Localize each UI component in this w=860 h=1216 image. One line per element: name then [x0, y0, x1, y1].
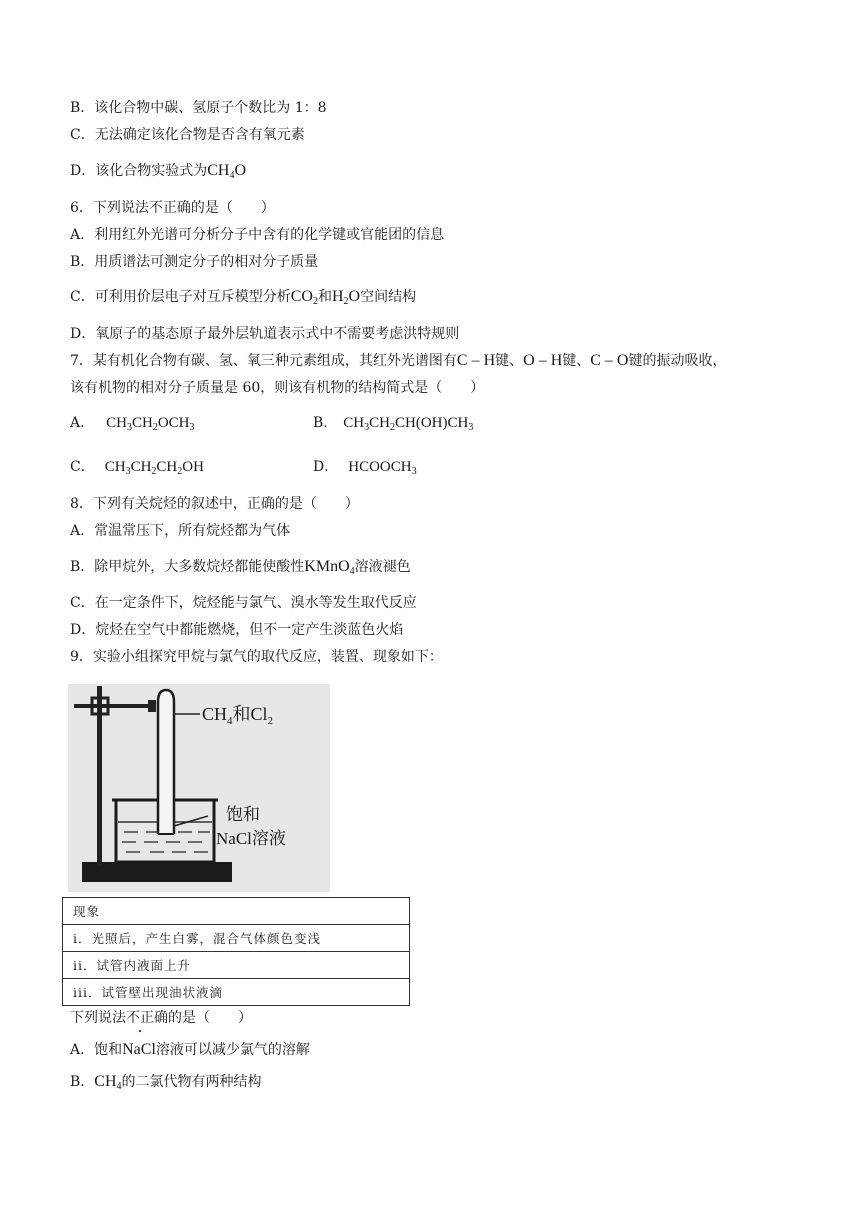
- q9-stem: 9．实验小组探究甲烷与氯气的取代反应，装置、现象如下：: [70, 649, 443, 665]
- q6-option-d: D．氧原子的基态原子最外层轨道表示式中不需要考虑洪特规则: [70, 326, 460, 342]
- table-row: [63, 925, 410, 952]
- q6-stem: 6．下列说法不正确的是（ ）: [70, 200, 275, 216]
- table-cell: ii．试管内液面上升: [63, 952, 410, 979]
- table-row: [63, 898, 410, 925]
- q7-option-b: B． $CH_3CH_2CH(OH)CH_3$: [313, 415, 474, 433]
- clamp-jaw: [148, 700, 156, 712]
- clamp-arm: [74, 704, 156, 708]
- q6-option-a: A．利用红外光谱可分析分子中含有的化学键或官能团的信息: [70, 227, 445, 243]
- stand-base: [82, 862, 232, 882]
- q7-option-c: C． $CH_3CH_2CH_2OH$: [70, 459, 204, 477]
- table-cell: i．光照后，产生白雾，混合气体颜色变浅: [63, 925, 410, 952]
- apparatus-figure: [68, 684, 330, 892]
- q9-question: 下列说法不正确的是（ ）: [70, 1010, 252, 1026]
- table-header: 现象: [73, 904, 101, 919]
- q8-option-a: A．常温常压下，所有烷烃都为气体: [70, 523, 291, 539]
- q6-option-c: C．可利用价层电子对互斥模型分析$CO_2$和$H_2O$空间结构: [70, 288, 417, 307]
- emphasis-dots: 不正: [126, 1010, 154, 1026]
- table-row: [63, 952, 410, 979]
- q8-option-d: D．烷烃在空气中都能燃烧，但不一定产生淡蓝色火焰: [70, 622, 404, 638]
- q7-stem-line1: 7．某有机化合物有碳、氢、氧三种元素组成，其红外光谱图有C – H键、O – H键、C – O键的振动吸收，: [70, 352, 727, 369]
- phenomena-table: [62, 897, 410, 1006]
- q5-option-b: B．该化合物中碳、氢原子个数比为 1：8: [70, 100, 327, 116]
- q7-option-a: A． $CH_3CH_2OCH_3$: [70, 415, 195, 433]
- solution-label-line1: 饱和: [226, 805, 260, 825]
- q8-option-c: C．在一定条件下，烷烃能与氯气、溴水等发生取代反应: [70, 595, 417, 611]
- solution-label-line2: NaCl溶液: [216, 829, 286, 848]
- q6-option-b: B．用质谱法可测定分子的相对分子质量: [70, 254, 319, 270]
- q5-option-d: D．该化合物实验式为$CH_4O$: [70, 162, 247, 181]
- gas-label: $CH_4$和$Cl_2$: [202, 704, 274, 727]
- q5-option-c: C．无法确定该化合物是否含有氧元素: [70, 127, 305, 143]
- q7-stem-line2: 该有机物的相对分子质量是 60，则该有机物的结构简式是（ ）: [70, 380, 485, 396]
- q8-stem: 8．下列有关烷烃的叙述中，正确的是（ ）: [70, 496, 359, 512]
- q7-option-d: D． $HCOOCH_3$: [313, 459, 417, 477]
- q8-option-b: B．除甲烷外，大多数烷烃都能使酸性KMnO$_4$溶液褪色: [70, 558, 411, 577]
- test-tube: [158, 690, 174, 834]
- q9-option-b: B．$CH_4$的二氯代物有两种结构: [70, 1073, 262, 1092]
- table-cell: iii．试管壁出现油状液滴: [63, 979, 410, 1006]
- table-row: [63, 979, 410, 1006]
- q9-option-a: A．饱和NaCl溶液可以减少氯气的溶解: [70, 1041, 310, 1058]
